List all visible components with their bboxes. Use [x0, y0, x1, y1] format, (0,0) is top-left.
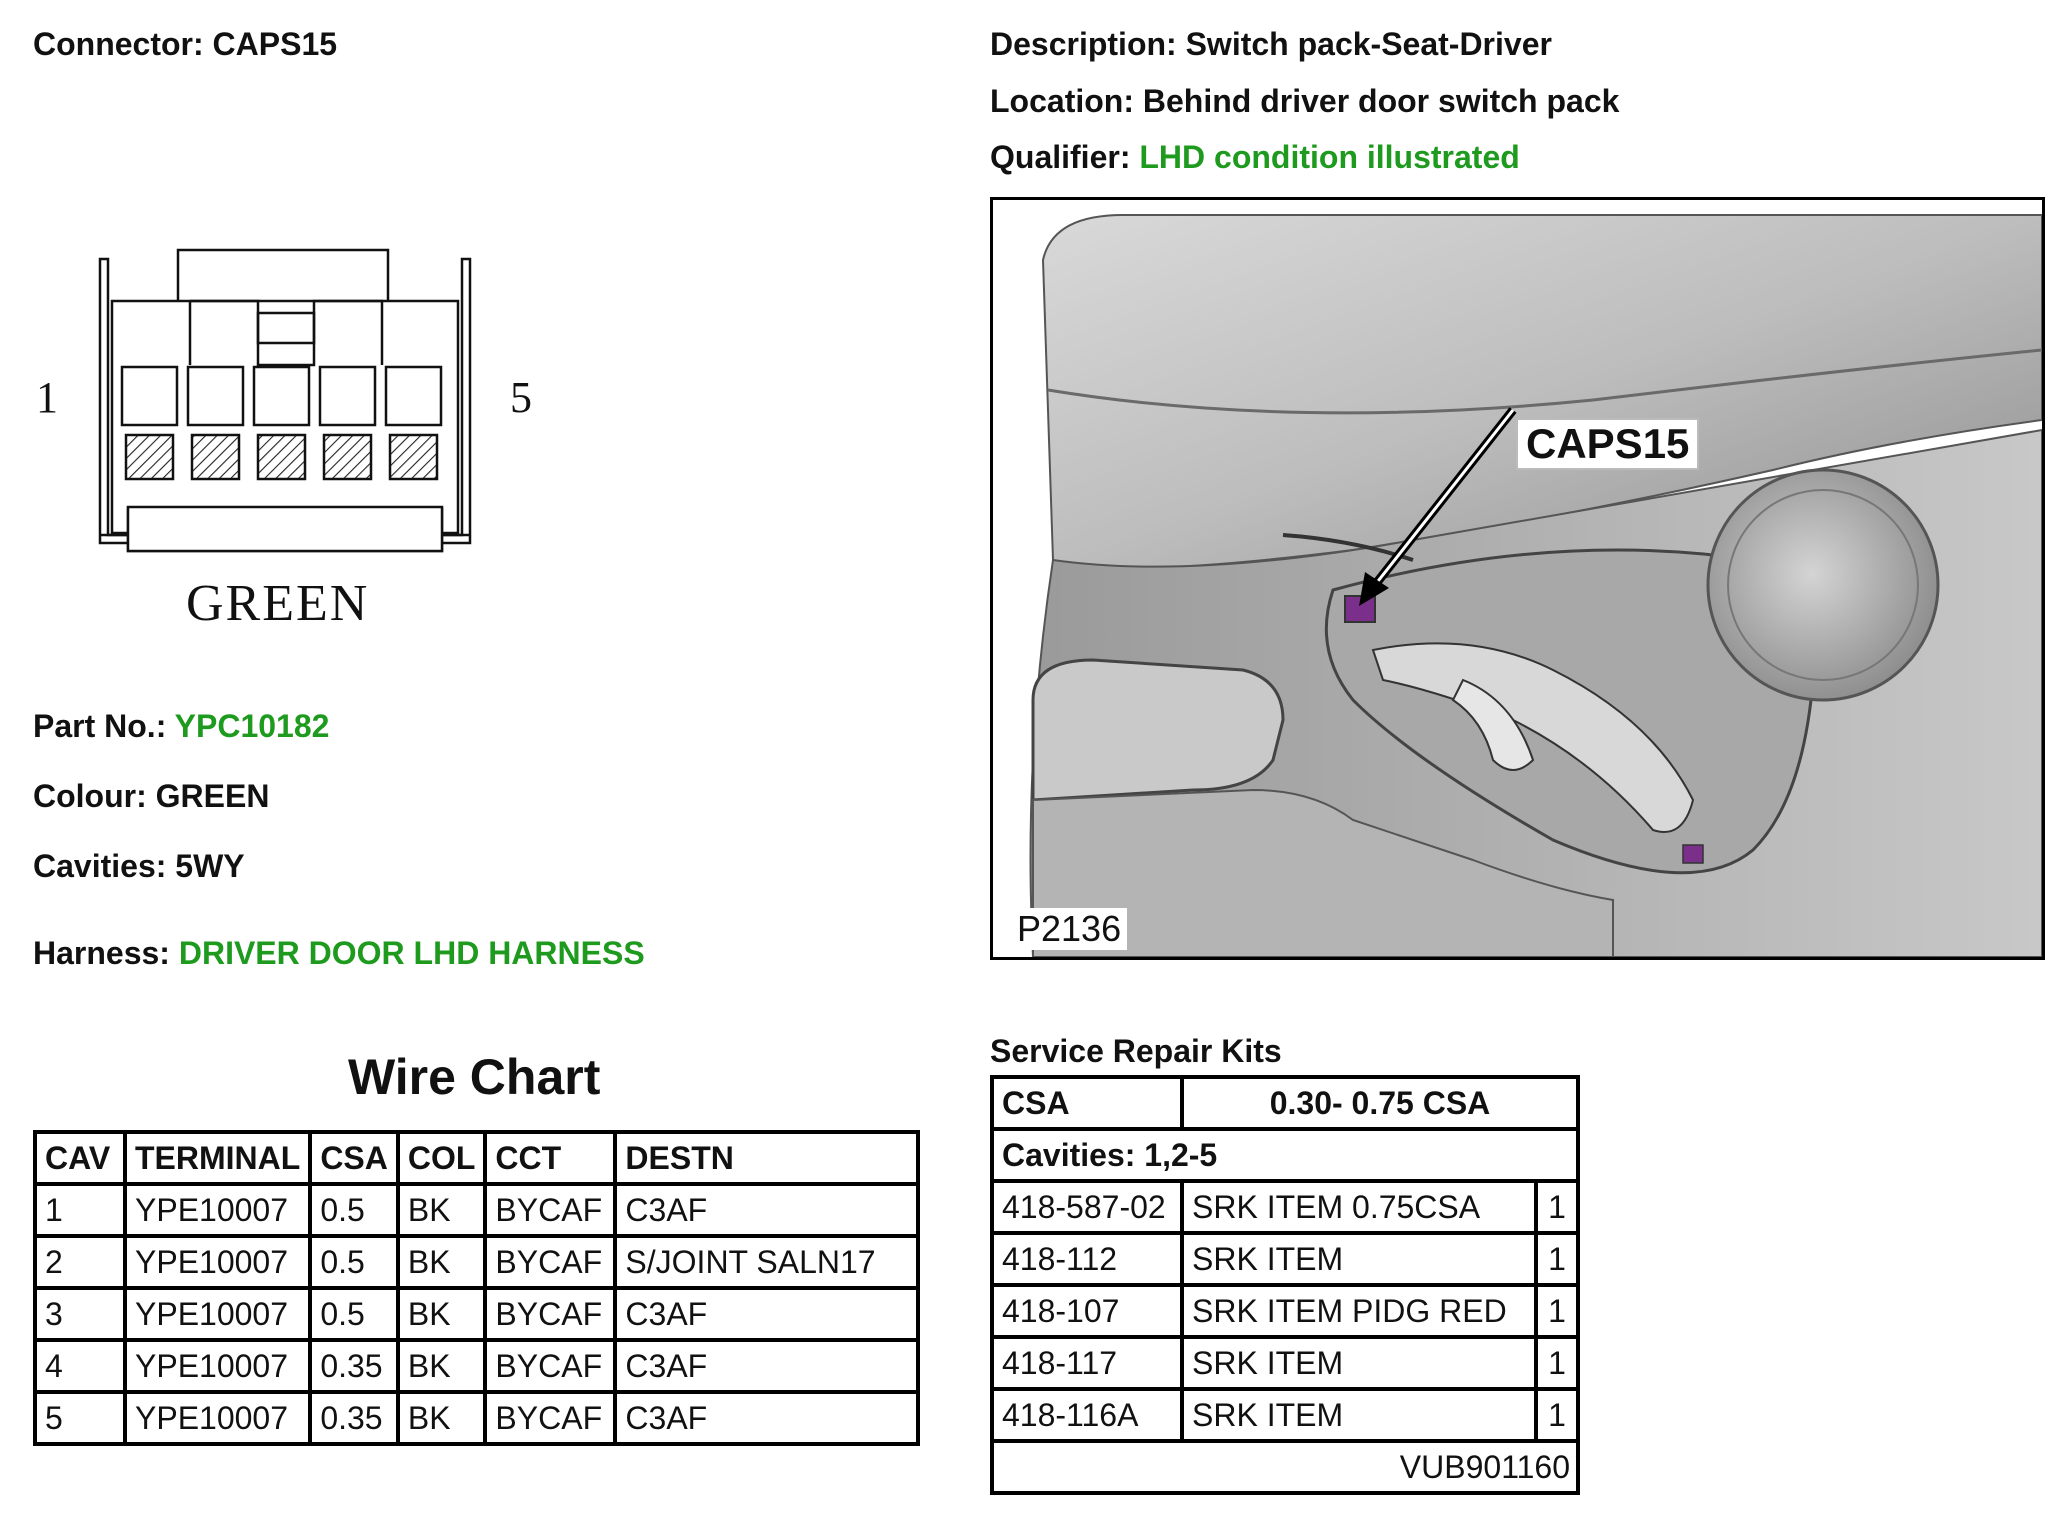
- table-row: [992, 1337, 1578, 1389]
- qualifier-label: Qualifier:: [990, 139, 1131, 175]
- kits-footer-reference: VUB901160: [992, 1441, 1578, 1493]
- location-line: [990, 83, 1619, 120]
- service-kits-title: Service Repair Kits: [990, 1033, 1282, 1069]
- harness-value: DRIVER DOOR LHD HARNESS: [178, 935, 645, 971]
- cell-col: BK: [398, 1184, 486, 1236]
- cavities-line: [33, 848, 245, 885]
- connector-value: CAPS15: [212, 26, 338, 62]
- qualifier-line: [990, 139, 1520, 176]
- kits-footer-row: [992, 1441, 1578, 1493]
- wire-chart-table: [33, 1130, 920, 1446]
- cell-csa: 0.5: [310, 1236, 398, 1288]
- colour-value: GREEN: [155, 778, 270, 814]
- kit-quantity: 1: [1536, 1285, 1578, 1337]
- wire-chart-header-row: [35, 1132, 918, 1184]
- table-row: [35, 1288, 918, 1340]
- kit-part-number: 418-117: [992, 1337, 1182, 1389]
- cavities-value: 5WY: [175, 848, 245, 884]
- table-row: [992, 1181, 1578, 1233]
- harness-label: Harness:: [33, 935, 170, 971]
- connector-label: Connector:: [33, 26, 204, 62]
- colour-label: Colour:: [33, 778, 147, 814]
- header-destn: DESTN: [615, 1132, 918, 1184]
- cell-terminal: YPE10007: [125, 1236, 310, 1288]
- kit-description: SRK ITEM: [1182, 1233, 1536, 1285]
- kits-csa-row: [992, 1077, 1578, 1129]
- connector-line: [33, 26, 337, 63]
- cell-destn: C3AF: [615, 1288, 918, 1340]
- cell-destn: C3AF: [615, 1184, 918, 1236]
- table-row: [35, 1340, 918, 1392]
- photo-reference-label: P2136: [1011, 908, 1127, 950]
- header-cct: CCT: [485, 1132, 615, 1184]
- cell-col: BK: [398, 1392, 486, 1444]
- kit-description: SRK ITEM: [1182, 1337, 1536, 1389]
- pin-first-label: 1: [36, 373, 58, 422]
- kits-csa-value: 0.30- 0.75 CSA: [1182, 1077, 1578, 1129]
- table-row: [35, 1392, 918, 1444]
- kits-cavities-row: [992, 1129, 1578, 1181]
- location-value: Behind driver door switch pack: [1142, 83, 1620, 119]
- kits-csa-label: CSA: [992, 1077, 1182, 1129]
- wire-chart-title: Wire Chart: [348, 1049, 601, 1105]
- location-illustration: [990, 197, 2045, 960]
- cell-terminal: YPE10007: [125, 1288, 310, 1340]
- kit-description: SRK ITEM 0.75CSA: [1182, 1181, 1536, 1233]
- table-row: [992, 1389, 1578, 1441]
- cell-destn: S/JOINT SALN17: [615, 1236, 918, 1288]
- description-value: Switch pack-Seat-Driver: [1185, 26, 1552, 62]
- cell-cct: BYCAF: [485, 1392, 615, 1444]
- cell-cav: 3: [35, 1288, 125, 1340]
- table-row: [992, 1233, 1578, 1285]
- location-label: Location:: [990, 83, 1134, 119]
- cell-cav: 1: [35, 1184, 125, 1236]
- part-no-label: Part No.:: [33, 708, 167, 744]
- colour-line: [33, 778, 269, 815]
- table-row: [992, 1285, 1578, 1337]
- kit-description: SRK ITEM PIDG RED: [1182, 1285, 1536, 1337]
- cell-col: BK: [398, 1288, 486, 1340]
- diagram-colour-caption: GREEN: [186, 575, 370, 632]
- service-kits-table: [990, 1075, 1580, 1495]
- cell-cct: BYCAF: [485, 1340, 615, 1392]
- header-col: COL: [398, 1132, 486, 1184]
- header-csa: CSA: [310, 1132, 398, 1184]
- kit-description: SRK ITEM: [1182, 1389, 1536, 1441]
- pin-last-label: 5: [510, 373, 532, 422]
- cell-csa: 0.5: [310, 1184, 398, 1236]
- cell-terminal: YPE10007: [125, 1340, 310, 1392]
- cell-csa: 0.5: [310, 1288, 398, 1340]
- table-row: [35, 1184, 918, 1236]
- part-no-value: YPC10182: [174, 708, 330, 744]
- photo-callout-label: CAPS15: [1516, 418, 1699, 470]
- cell-destn: C3AF: [615, 1392, 918, 1444]
- cell-destn: C3AF: [615, 1340, 918, 1392]
- kit-part-number: 418-112: [992, 1233, 1182, 1285]
- cell-col: BK: [398, 1236, 486, 1288]
- cell-csa: 0.35: [310, 1340, 398, 1392]
- cell-csa: 0.35: [310, 1392, 398, 1444]
- description-line: [990, 26, 1552, 63]
- part-no-line: [33, 708, 329, 745]
- kit-quantity: 1: [1536, 1181, 1578, 1233]
- cell-terminal: YPE10007: [125, 1392, 310, 1444]
- kits-cavities-label: Cavities: 1,2-5: [992, 1129, 1578, 1181]
- connector-face-diagram: [90, 245, 490, 555]
- qualifier-value: LHD condition illustrated: [1139, 139, 1520, 175]
- cell-terminal: YPE10007: [125, 1184, 310, 1236]
- kit-quantity: 1: [1536, 1233, 1578, 1285]
- header-terminal: TERMINAL: [125, 1132, 310, 1184]
- kit-quantity: 1: [1536, 1389, 1578, 1441]
- door-panel-illustration: [993, 200, 2042, 957]
- kit-part-number: 418-116A: [992, 1389, 1182, 1441]
- header-cav: CAV: [35, 1132, 125, 1184]
- kit-quantity: 1: [1536, 1337, 1578, 1389]
- kit-part-number: 418-107: [992, 1285, 1182, 1337]
- cell-col: BK: [398, 1340, 486, 1392]
- cell-cct: BYCAF: [485, 1236, 615, 1288]
- table-row: [35, 1236, 918, 1288]
- cavities-label: Cavities:: [33, 848, 167, 884]
- cell-cav: 5: [35, 1392, 125, 1444]
- harness-line: [33, 935, 645, 972]
- cell-cav: 4: [35, 1340, 125, 1392]
- description-label: Description:: [990, 26, 1177, 62]
- cell-cct: BYCAF: [485, 1288, 615, 1340]
- cell-cav: 2: [35, 1236, 125, 1288]
- cell-cct: BYCAF: [485, 1184, 615, 1236]
- kit-part-number: 418-587-02: [992, 1181, 1182, 1233]
